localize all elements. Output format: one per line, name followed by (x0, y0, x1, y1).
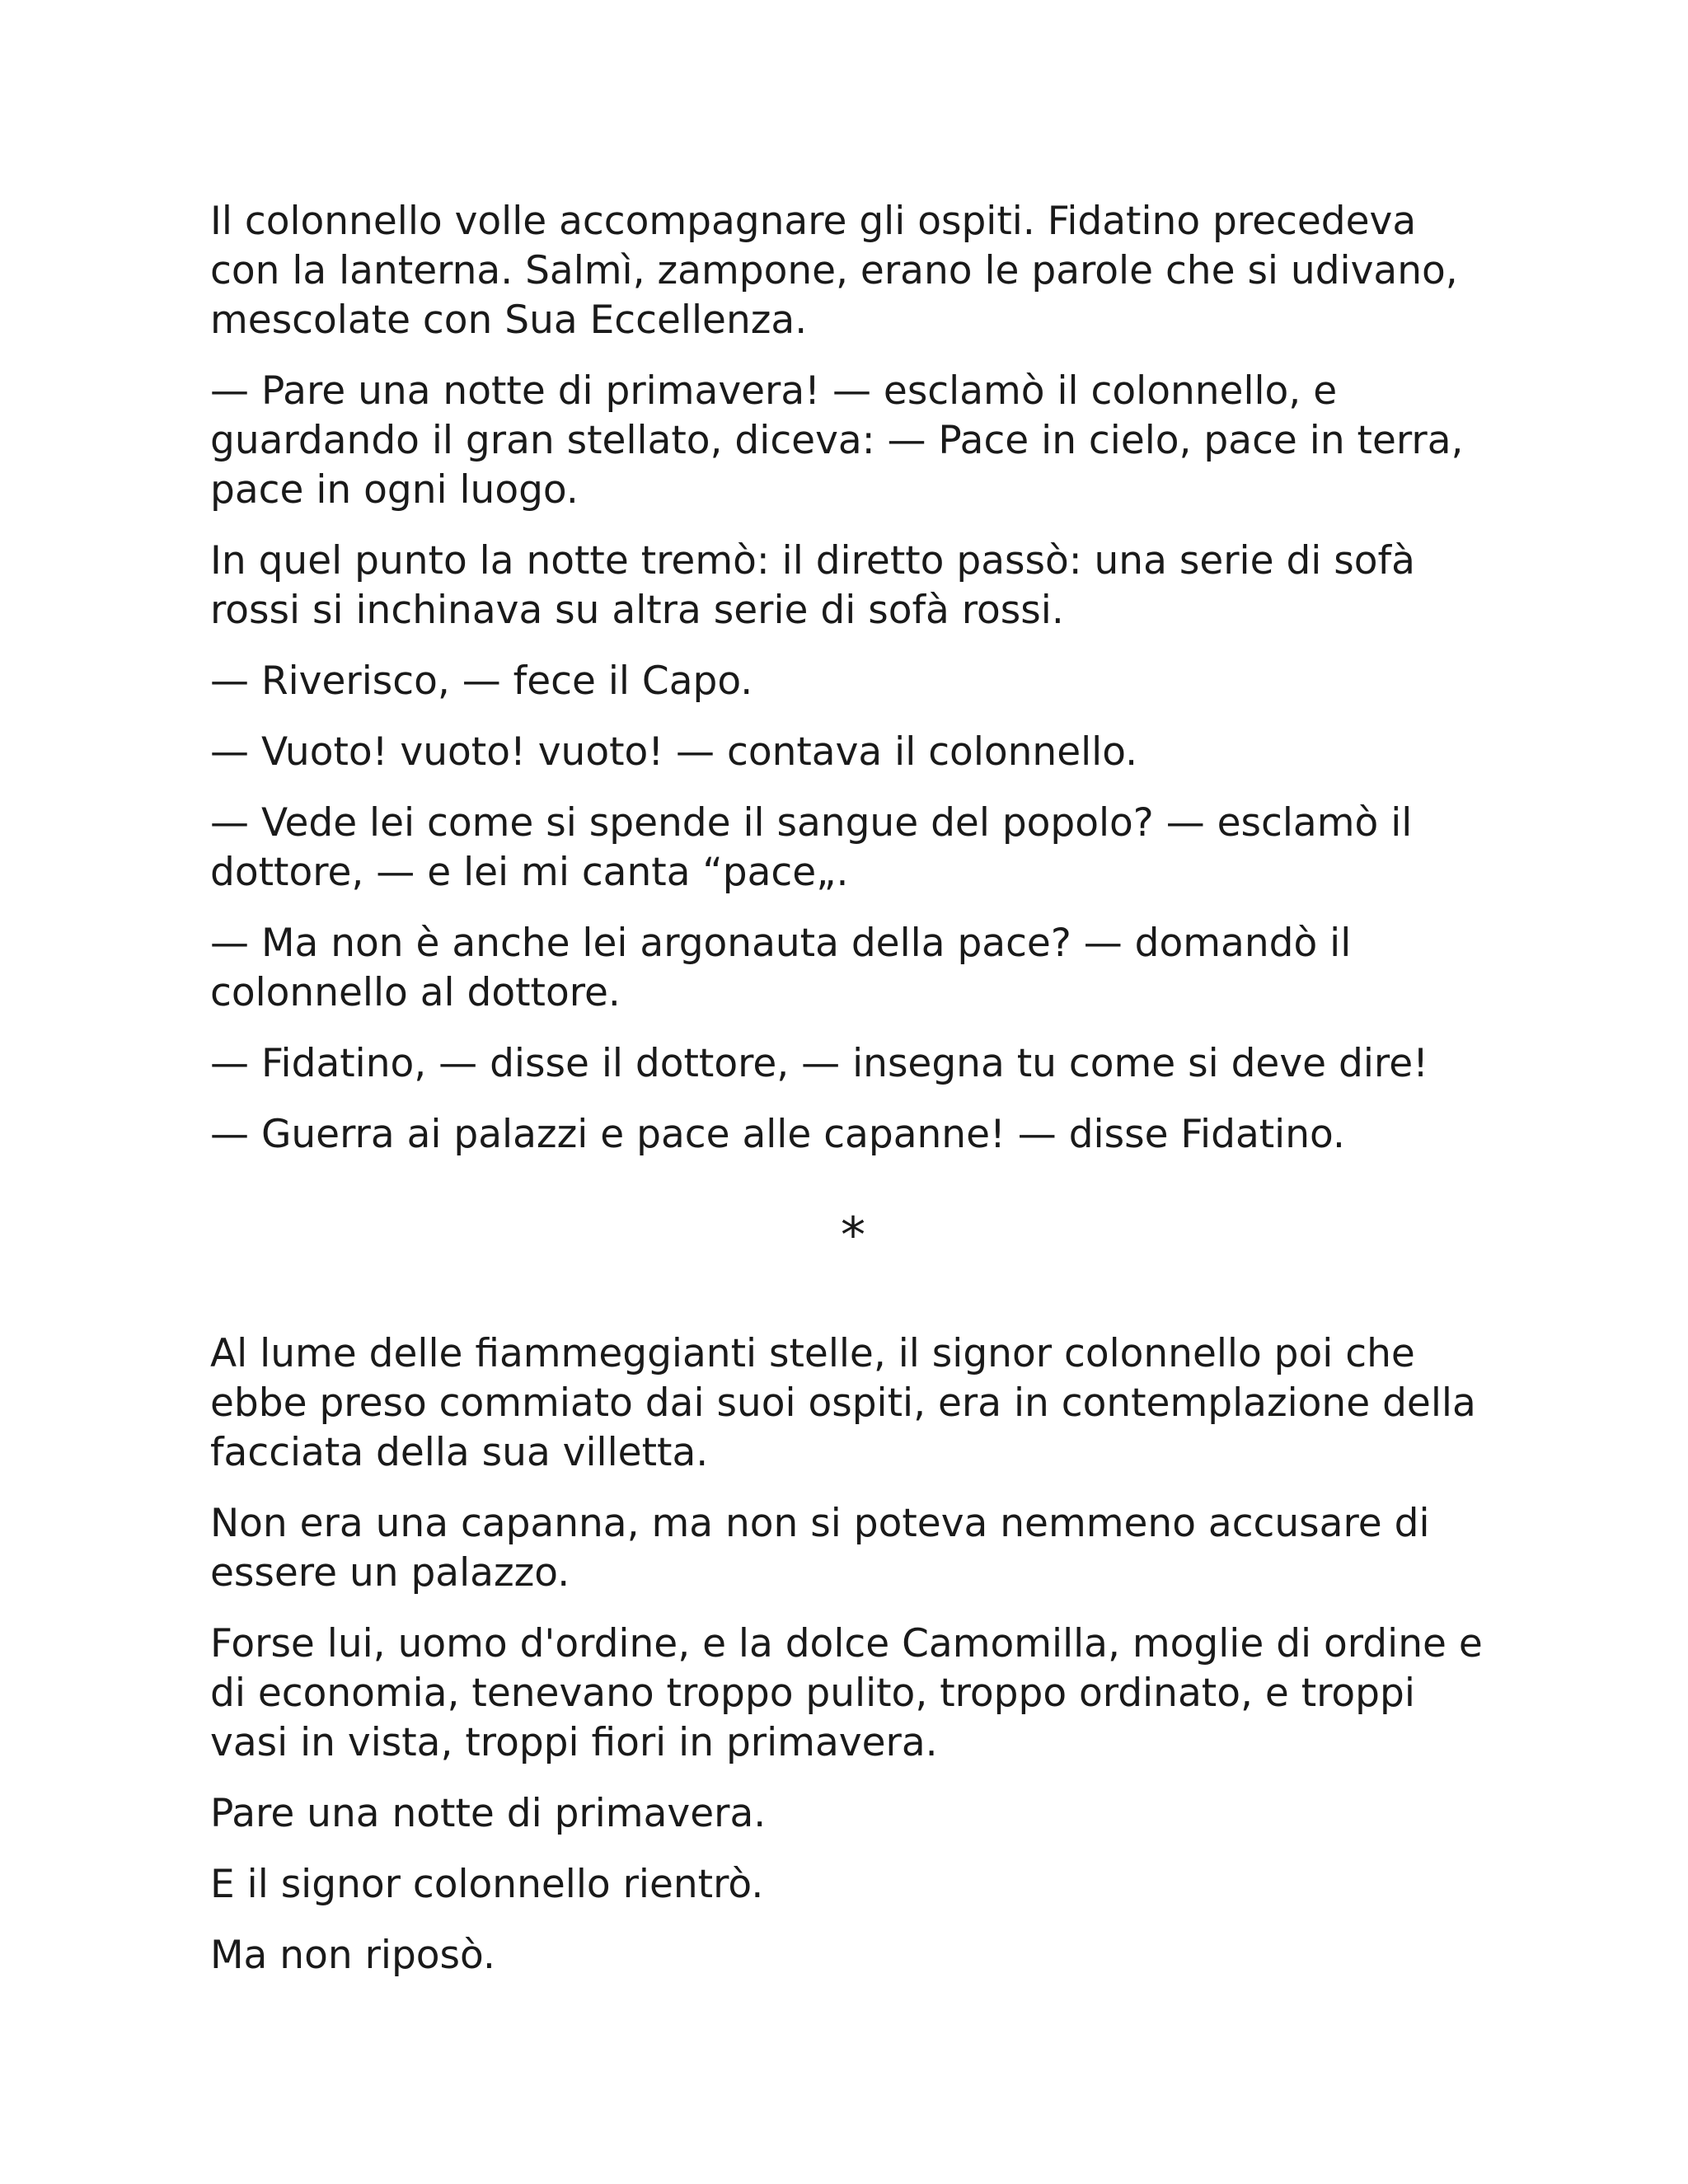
paragraph: Al lume delle fiammeggianti stelle, il signor colonnello poi che ebbe preso commiato dai suoi ospiti, era in contemplazione della facciata della sua villetta. (210, 1331, 1476, 1475)
paragraph: Il colonnello volle accompagnare gli ospiti. Fidatino precedeva con la lanterna. Salmì, zampone, erano le parole che si udivano, mescolate con Sua Eccellenza. (210, 199, 1458, 343)
paragraph: Pare una notte di primavera. (210, 1791, 767, 1836)
paragraph: E il signor colonnello rientrò. (210, 1862, 764, 1907)
paragraph: — Ma non è anche lei argonauta della pace? — domandò il colonnello al dottore. (210, 921, 1352, 1015)
paragraph: — Fidatino, — disse il dottore, — insegna tu come si deve dire! (210, 1041, 1428, 1086)
paragraph: Forse lui, uomo d'ordine, e la dolce Camomilla, moglie di ordine e di economia, tenevano troppo pulito, troppo ordinato, e troppi vasi in vista, troppi fiori in primavera. (210, 1621, 1483, 1765)
paragraph: In quel punto la notte tremò: il diretto passò: una serie di sofà rossi si inchinava su altra serie di sofà rossi. (210, 538, 1415, 633)
paragraph: — Guerra ai palazzi e pace alle capanne! — disse Fidatino. (210, 1112, 1345, 1157)
section-separator: * (841, 1207, 865, 1264)
paragraph: Ma non riposò. (210, 1933, 495, 1978)
paragraph: — Pare una notte di primavera! — esclamò il colonnello, e guardando il gran stellato, diceva: — Pace in cielo, pace in terra, pace in ogni luogo. (210, 368, 1464, 513)
paragraph: Non era una capanna, ma non si poteva nemmeno accusare di essere un palazzo. (210, 1501, 1430, 1596)
paragraph: — Vuoto! vuoto! vuoto! — contava il colonnello. (210, 729, 1138, 775)
text-column (210, 197, 1496, 2002)
paragraph: — Riverisco, — fece il Capo. (210, 658, 753, 704)
paragraph: — Vede lei come si spende il sangue del popolo? — esclamò il dottore, — e lei mi canta “pace„. (210, 800, 1413, 895)
